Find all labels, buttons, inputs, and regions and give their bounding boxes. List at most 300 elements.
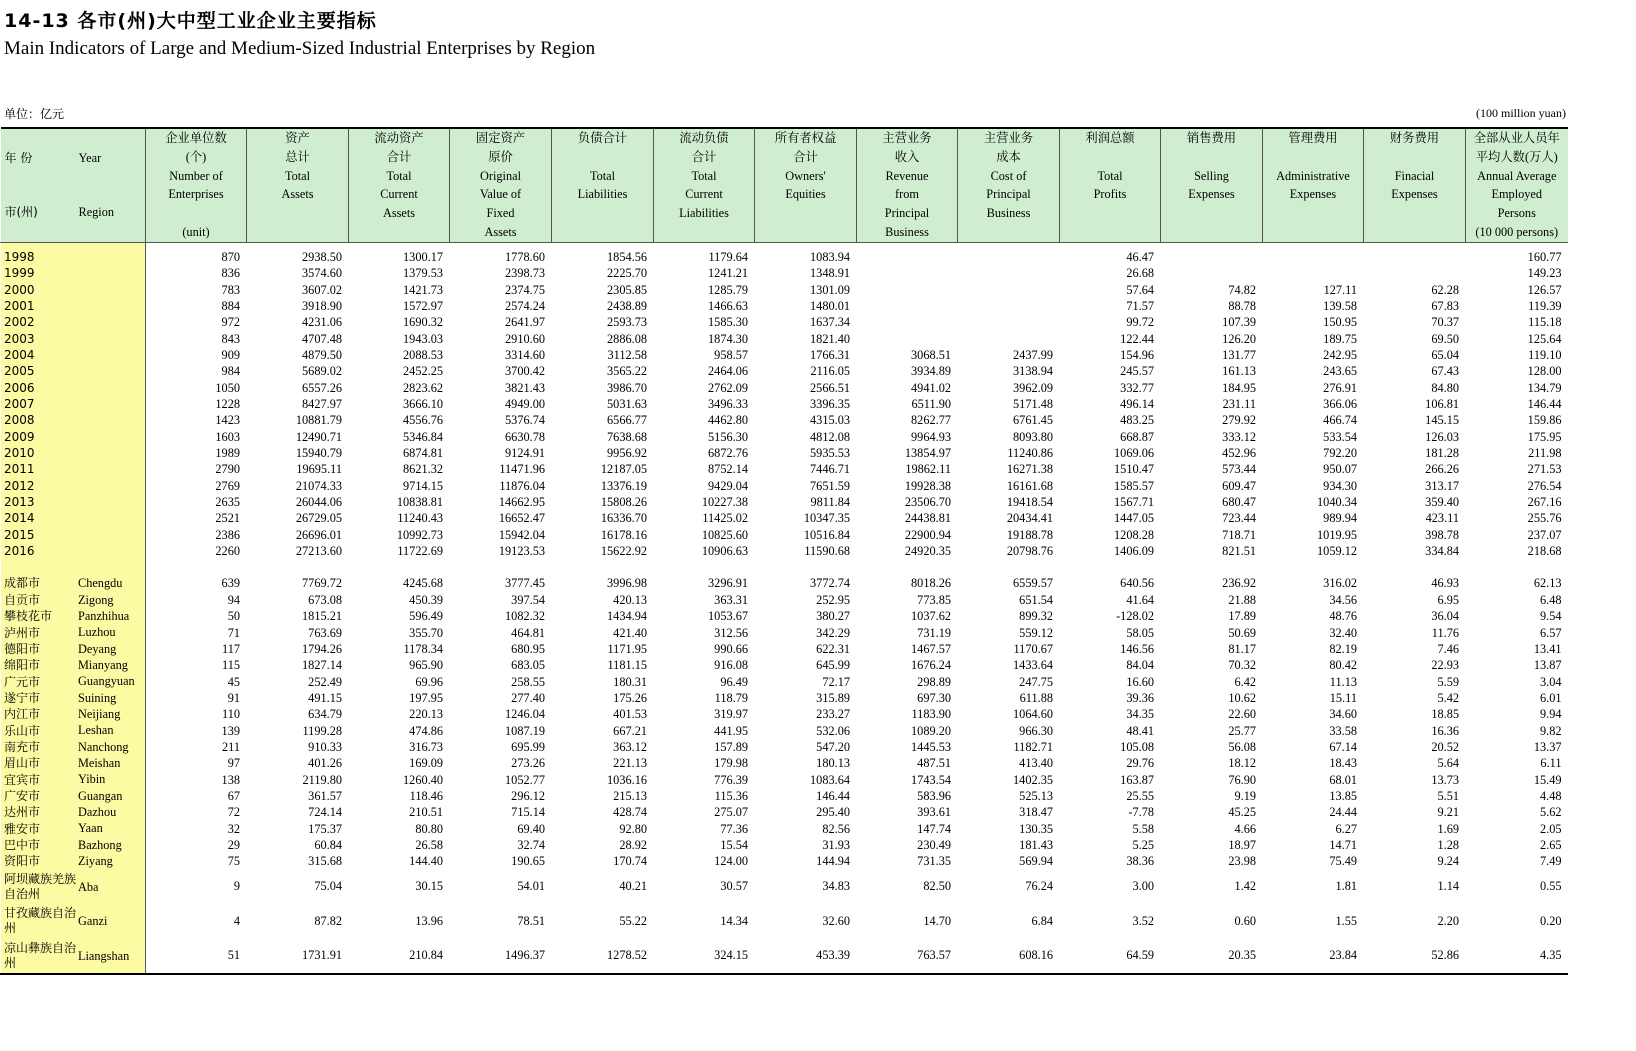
data-cell: 2641.97 xyxy=(505,315,545,330)
data-cell: 80.80 xyxy=(415,821,443,836)
data-cell xyxy=(958,331,1060,347)
data-cell: 3068.51 xyxy=(911,348,951,363)
data-cell: 128.00 xyxy=(1527,364,1562,379)
data-cell: 149.23 xyxy=(1527,266,1562,281)
data-cell: 2.05 xyxy=(1539,821,1562,836)
data-cell: 19123.53 xyxy=(498,544,545,559)
row-label-cn: 自贡市 xyxy=(4,592,41,607)
row-label-en: Leshan xyxy=(78,723,114,738)
data-cell: 428.74 xyxy=(613,805,647,820)
row-label-cn: 达州市 xyxy=(4,805,41,820)
data-cell: 3138.94 xyxy=(1013,364,1053,379)
data-cell: 1.28 xyxy=(1437,837,1459,852)
data-cell: 1402.35 xyxy=(1013,772,1053,787)
data-cell: 117 xyxy=(222,641,240,656)
data-cell: 15.11 xyxy=(1329,690,1357,705)
column-header: 流动负债 合计 Total Current Liabilities xyxy=(654,128,755,242)
region-row xyxy=(1,804,1568,820)
data-cell: 1182.71 xyxy=(1013,739,1053,754)
year-row xyxy=(1,380,1568,396)
data-cell: 332.77 xyxy=(1120,380,1154,395)
data-cell: 474.86 xyxy=(409,723,443,738)
row-label-en: Aba xyxy=(78,879,99,894)
data-cell: 94 xyxy=(227,592,240,607)
data-cell: 215.13 xyxy=(613,788,647,803)
data-cell: 163.87 xyxy=(1120,772,1154,787)
data-cell: 13.87 xyxy=(1533,658,1562,673)
data-cell: 958.57 xyxy=(714,348,748,363)
data-cell: 5.51 xyxy=(1437,788,1459,803)
data-cell: 3314.60 xyxy=(505,348,545,363)
data-cell: 4.48 xyxy=(1539,788,1562,803)
data-cell: 1794.26 xyxy=(302,641,342,656)
data-cell: 48.76 xyxy=(1329,609,1357,624)
data-cell: 491.15 xyxy=(308,690,342,705)
data-cell: 1743.54 xyxy=(911,772,951,787)
data-cell: 6.95 xyxy=(1437,592,1459,607)
row-label xyxy=(1,478,146,494)
data-cell: 916.08 xyxy=(714,658,748,673)
data-cell: 70.37 xyxy=(1431,315,1459,330)
data-cell: 466.74 xyxy=(1323,413,1357,428)
data-cell: 211 xyxy=(222,739,240,754)
data-cell: 115 xyxy=(222,658,240,673)
data-cell: 5.25 xyxy=(1132,837,1154,852)
data-cell: 4231.06 xyxy=(302,315,342,330)
data-cell: 1064.60 xyxy=(1013,707,1053,722)
data-cell: 15942.04 xyxy=(498,527,545,542)
data-cell: 318.47 xyxy=(1019,805,1053,820)
data-cell: 6630.78 xyxy=(505,429,545,444)
data-cell xyxy=(857,331,958,347)
row-label xyxy=(1,641,146,657)
data-cell: 532.06 xyxy=(816,723,850,738)
year-row xyxy=(1,265,1568,281)
row-label xyxy=(1,314,146,330)
data-cell: 899.32 xyxy=(1019,609,1053,624)
data-cell: 313.17 xyxy=(1425,478,1459,493)
data-cell: 34.56 xyxy=(1329,592,1357,607)
data-cell: 2088.53 xyxy=(403,348,443,363)
data-cell: 276.91 xyxy=(1323,380,1357,395)
data-cell: 2437.99 xyxy=(1013,348,1053,363)
data-cell: 15.49 xyxy=(1533,772,1562,787)
data-cell: 3112.58 xyxy=(607,348,647,363)
data-cell: 8752.14 xyxy=(708,462,748,477)
data-cell: 144.40 xyxy=(409,854,443,869)
data-cell: 483.25 xyxy=(1120,413,1154,428)
data-cell: 16652.47 xyxy=(498,511,545,526)
data-cell: 92.80 xyxy=(619,821,647,836)
data-cell: 525.13 xyxy=(1019,788,1053,803)
data-cell: 333.12 xyxy=(1222,429,1256,444)
data-cell: 3934.89 xyxy=(911,364,951,379)
data-cell: 6761.45 xyxy=(1013,413,1053,428)
data-cell: 16336.70 xyxy=(600,511,647,526)
column-header: 负债合计 Total Liabilities xyxy=(552,128,654,242)
data-cell: 15808.26 xyxy=(600,495,647,510)
data-cell: 1199.28 xyxy=(302,723,342,738)
data-cell: 230.49 xyxy=(917,837,951,852)
row-label-cn: 宜宾市 xyxy=(4,772,41,787)
data-cell: 62.28 xyxy=(1431,282,1459,297)
data-cell: 122.44 xyxy=(1120,331,1154,346)
data-cell: 64.59 xyxy=(1060,939,1161,975)
header-year-cn: 年 份 xyxy=(4,151,33,165)
data-cell: 5171.48 xyxy=(1013,397,1053,412)
data-cell: 3777.45 xyxy=(505,576,545,591)
year-row xyxy=(1,412,1568,428)
data-cell: 0.55 xyxy=(1539,879,1562,894)
data-cell xyxy=(958,249,1060,265)
data-cell: 154.96 xyxy=(1120,348,1154,363)
row-label xyxy=(1,706,146,722)
data-cell: 1496.37 xyxy=(450,939,552,975)
data-cell: 2374.75 xyxy=(505,282,545,297)
data-cell: 29.76 xyxy=(1126,756,1154,771)
row-label-cn: 乐山市 xyxy=(4,723,41,738)
data-cell: 13376.19 xyxy=(600,478,647,493)
data-cell: 1585.30 xyxy=(708,315,748,330)
data-cell: 134.79 xyxy=(1527,380,1562,395)
data-cell: 74.82 xyxy=(1228,282,1256,297)
data-cell: 118.79 xyxy=(714,690,748,705)
data-cell: 1053.67 xyxy=(708,609,748,624)
data-cell: 645.99 xyxy=(816,658,850,673)
row-label-cn: 1999 xyxy=(4,266,35,281)
data-cell: 77.36 xyxy=(720,821,748,836)
spacer-cell xyxy=(654,559,755,575)
data-cell: 179.98 xyxy=(714,756,748,771)
data-cell: 13.37 xyxy=(1533,739,1562,754)
data-cell: 87.82 xyxy=(314,913,342,928)
data-cell: 487.51 xyxy=(917,756,951,771)
data-cell: 1510.47 xyxy=(1114,462,1154,477)
data-cell: 75.49 xyxy=(1329,854,1357,869)
data-cell: 1050 xyxy=(215,380,240,395)
data-cell: 7.49 xyxy=(1539,854,1562,869)
data-cell: 1731.91 xyxy=(247,939,349,975)
row-label xyxy=(1,412,146,428)
data-cell: 836 xyxy=(221,266,240,281)
data-cell: 276.54 xyxy=(1527,478,1562,493)
data-cell: 1480.01 xyxy=(810,298,850,313)
column-header: 资产 总计 Total Assets xyxy=(247,128,349,242)
data-cell: 1052.77 xyxy=(505,772,545,787)
data-cell: 147.74 xyxy=(917,821,951,836)
row-label xyxy=(1,624,146,640)
data-cell: 2938.50 xyxy=(302,249,342,264)
data-cell: 197.95 xyxy=(409,690,443,705)
spacer-cell xyxy=(1161,559,1263,575)
data-cell: 680.47 xyxy=(1222,495,1256,510)
data-cell: 4879.50 xyxy=(302,348,342,363)
data-cell: 22.93 xyxy=(1431,658,1459,673)
data-cell: 31.93 xyxy=(822,837,850,852)
data-cell: 2769 xyxy=(215,478,240,493)
row-label-cn: 南充市 xyxy=(4,739,41,754)
row-label-cn: 绵阳市 xyxy=(4,658,41,673)
data-cell: 1059.12 xyxy=(1317,544,1357,559)
data-cell: 3496.33 xyxy=(708,397,748,412)
data-cell: 2464.06 xyxy=(708,364,748,379)
data-cell: 421.40 xyxy=(613,625,647,640)
data-cell: 96.49 xyxy=(720,674,748,689)
data-cell: 218.68 xyxy=(1527,544,1562,559)
data-cell: 21.88 xyxy=(1228,592,1256,607)
row-label-cn: 2011 xyxy=(4,462,35,477)
row-label xyxy=(1,608,146,624)
row-label-en: Chengdu xyxy=(78,576,123,591)
data-cell: 342.29 xyxy=(816,625,850,640)
data-cell: 2574.24 xyxy=(505,298,545,313)
data-cell: 279.92 xyxy=(1222,413,1256,428)
data-cell: 190.65 xyxy=(511,854,545,869)
data-cell: 9 xyxy=(233,879,240,894)
data-cell: 2910.60 xyxy=(505,331,545,346)
region-row xyxy=(1,657,1568,673)
data-cell: 255.76 xyxy=(1527,511,1562,526)
data-cell: 146.44 xyxy=(1527,397,1562,412)
data-cell: 5156.30 xyxy=(708,429,748,444)
data-cell: 697.30 xyxy=(917,690,951,705)
data-cell: 5031.63 xyxy=(607,397,647,412)
data-cell: 984 xyxy=(221,364,240,379)
data-cell: 13.41 xyxy=(1533,641,1562,656)
data-cell: 398.78 xyxy=(1425,527,1459,542)
data-cell: 23.98 xyxy=(1228,854,1256,869)
data-cell xyxy=(1364,265,1466,281)
data-cell: 324.15 xyxy=(654,939,755,975)
data-cell: 97 xyxy=(227,756,240,771)
data-cell: 316.02 xyxy=(1323,576,1357,591)
data-cell: 25.77 xyxy=(1228,723,1256,738)
data-cell: 69.40 xyxy=(517,821,545,836)
data-cell: 1179.64 xyxy=(708,249,748,264)
data-cell: 1301.09 xyxy=(810,282,850,297)
data-cell: -128.02 xyxy=(1116,609,1154,624)
data-cell: 1690.32 xyxy=(403,315,443,330)
data-cell: 2386 xyxy=(215,527,240,542)
data-cell: 23506.70 xyxy=(904,495,951,510)
row-label-cn: 雅安市 xyxy=(4,821,41,836)
data-cell: 159.86 xyxy=(1527,413,1562,428)
data-cell: 39.36 xyxy=(1126,690,1154,705)
data-cell: 107.39 xyxy=(1222,315,1256,330)
data-cell: 46.93 xyxy=(1431,576,1459,591)
data-cell xyxy=(1263,265,1364,281)
row-label-en: Bazhong xyxy=(78,837,122,852)
data-cell: 24438.81 xyxy=(904,511,951,526)
row-label xyxy=(1,527,146,543)
data-cell: 237.07 xyxy=(1527,527,1562,542)
data-cell: 18.97 xyxy=(1228,837,1256,852)
data-cell: 2438.89 xyxy=(607,298,647,313)
data-cell: 3565.22 xyxy=(607,364,647,379)
data-cell: 243.65 xyxy=(1323,364,1357,379)
row-label xyxy=(1,461,146,477)
data-cell: 393.61 xyxy=(917,805,951,820)
row-label xyxy=(1,363,146,379)
data-cell: 175.26 xyxy=(613,690,647,705)
data-cell: 0.20 xyxy=(1539,913,1562,928)
spacer-cell xyxy=(1,559,146,575)
data-cell: 28.92 xyxy=(619,837,647,852)
data-cell: 51 xyxy=(146,939,247,975)
data-cell: 126.03 xyxy=(1425,429,1459,444)
region-row xyxy=(1,608,1568,624)
column-header: 流动资产 合计 Total Current Assets xyxy=(349,128,450,242)
data-cell: 273.26 xyxy=(511,756,545,771)
data-cell: 496.14 xyxy=(1120,397,1154,412)
data-cell: 57.64 xyxy=(1126,282,1154,297)
data-cell: 695.99 xyxy=(511,739,545,754)
data-cell: 6872.76 xyxy=(708,446,748,461)
row-label-cn: 广元市 xyxy=(4,674,41,689)
row-label xyxy=(1,396,146,412)
data-cell: 298.89 xyxy=(917,674,951,689)
row-label xyxy=(1,820,146,836)
data-cell: 221.13 xyxy=(613,756,647,771)
row-label-cn: 2015 xyxy=(4,527,35,542)
data-cell: 1040.34 xyxy=(1317,495,1357,510)
row-label xyxy=(1,445,146,461)
data-cell: 397.54 xyxy=(511,592,545,607)
region-row xyxy=(1,706,1568,722)
spacer-cell xyxy=(857,559,958,575)
unit-label-english: (100 million yuan) xyxy=(1476,106,1566,120)
data-cell: 453.39 xyxy=(755,939,857,975)
data-cell: 934.30 xyxy=(1323,478,1357,493)
data-cell: 58.05 xyxy=(1126,625,1154,640)
data-cell: 3700.42 xyxy=(505,364,545,379)
data-cell xyxy=(857,298,958,314)
data-cell: 319.97 xyxy=(714,707,748,722)
data-cell: 715.14 xyxy=(511,805,545,820)
year-row xyxy=(1,396,1568,412)
year-row xyxy=(1,445,1568,461)
data-cell: 1676.24 xyxy=(911,658,951,673)
data-cell: 1637.34 xyxy=(810,315,850,330)
data-cell: 1572.97 xyxy=(403,298,443,313)
row-label-cn: 1998 xyxy=(4,249,35,264)
data-cell: 52.86 xyxy=(1364,939,1466,975)
data-cell: 334.84 xyxy=(1425,544,1459,559)
data-cell: 126.57 xyxy=(1527,282,1562,297)
data-cell: 34.60 xyxy=(1329,707,1357,722)
data-cell: 667.21 xyxy=(613,723,647,738)
row-label-cn: 2005 xyxy=(4,364,35,379)
row-label-en: Panzhihua xyxy=(78,609,130,623)
data-cell: 13854.97 xyxy=(904,446,951,461)
data-cell: 673.08 xyxy=(308,592,342,607)
region-row xyxy=(1,624,1568,640)
row-label-en: Deyang xyxy=(78,641,117,656)
data-cell: 9.54 xyxy=(1539,609,1562,624)
data-cell: 361.57 xyxy=(308,788,342,803)
region-row xyxy=(1,575,1568,591)
data-cell: 1246.04 xyxy=(505,707,545,722)
data-cell: 11240.43 xyxy=(397,511,443,526)
data-cell: 884 xyxy=(221,298,240,313)
data-cell: 9.82 xyxy=(1539,723,1562,738)
data-cell: 5.64 xyxy=(1437,756,1459,771)
data-cell: 608.16 xyxy=(958,939,1060,975)
data-cell: 731.35 xyxy=(917,854,951,869)
row-label-en: Liangshan xyxy=(78,948,130,963)
data-cell: 175.37 xyxy=(308,821,342,836)
data-cell: 1036.16 xyxy=(607,772,647,787)
data-cell: 3.00 xyxy=(1132,879,1154,894)
row-label xyxy=(1,331,146,347)
row-label-en: Ganzi xyxy=(78,914,108,928)
data-cell: 10838.81 xyxy=(396,495,443,510)
data-cell: 80.42 xyxy=(1329,658,1357,673)
data-cell: 910.33 xyxy=(308,739,342,754)
row-label-en: Mianyang xyxy=(78,658,128,673)
row-label-cn: 眉山市 xyxy=(4,756,41,771)
data-cell: 6557.26 xyxy=(302,380,342,395)
row-label xyxy=(1,265,146,281)
data-cell: 131.77 xyxy=(1222,348,1256,363)
year-row xyxy=(1,298,1568,314)
data-cell: 1943.03 xyxy=(403,331,443,346)
data-cell: 45 xyxy=(227,674,240,689)
data-cell: 355.70 xyxy=(409,625,443,640)
row-label xyxy=(1,853,146,869)
data-cell: 3821.43 xyxy=(505,380,545,395)
spacer-cell xyxy=(958,559,1060,575)
data-cell: 14.34 xyxy=(720,913,748,928)
year-row xyxy=(1,363,1568,379)
data-cell xyxy=(958,265,1060,281)
data-cell: 1406.09 xyxy=(1114,544,1154,559)
data-cell: 126.20 xyxy=(1222,331,1256,346)
data-cell: 220.13 xyxy=(409,707,443,722)
data-cell: 127.11 xyxy=(1323,282,1357,297)
data-cell: 3986.70 xyxy=(607,380,647,395)
row-label-en: Nanchong xyxy=(78,739,129,754)
data-cell: 2823.62 xyxy=(403,380,443,395)
data-cell: 2593.73 xyxy=(607,315,647,330)
data-cell: 10906.63 xyxy=(701,544,748,559)
data-cell: 242.95 xyxy=(1323,348,1357,363)
data-cell: 6.48 xyxy=(1539,592,1562,607)
data-cell: 3574.60 xyxy=(302,266,342,281)
data-cell: 2790 xyxy=(215,462,240,477)
data-cell: 2.20 xyxy=(1437,913,1459,928)
data-cell: 821.51 xyxy=(1222,544,1256,559)
region-row xyxy=(1,641,1568,657)
data-cell: 18.85 xyxy=(1431,707,1459,722)
data-cell: 573.44 xyxy=(1222,462,1256,477)
data-cell: 34.35 xyxy=(1126,707,1154,722)
data-cell: 6.57 xyxy=(1539,625,1562,640)
row-label-cn: 2014 xyxy=(4,511,35,526)
region-row xyxy=(1,870,1568,905)
data-cell: 5346.84 xyxy=(403,429,443,444)
data-cell: 252.49 xyxy=(308,674,342,689)
data-cell: 115.36 xyxy=(714,788,748,803)
data-cell: 1827.14 xyxy=(302,658,342,673)
data-cell: 533.54 xyxy=(1323,429,1357,444)
data-cell: 146.44 xyxy=(816,788,850,803)
row-label xyxy=(1,281,146,297)
data-cell: 763.69 xyxy=(308,625,342,640)
data-cell: 464.81 xyxy=(511,625,545,640)
data-cell: 4707.48 xyxy=(302,331,342,346)
data-cell: 130.35 xyxy=(1019,821,1053,836)
